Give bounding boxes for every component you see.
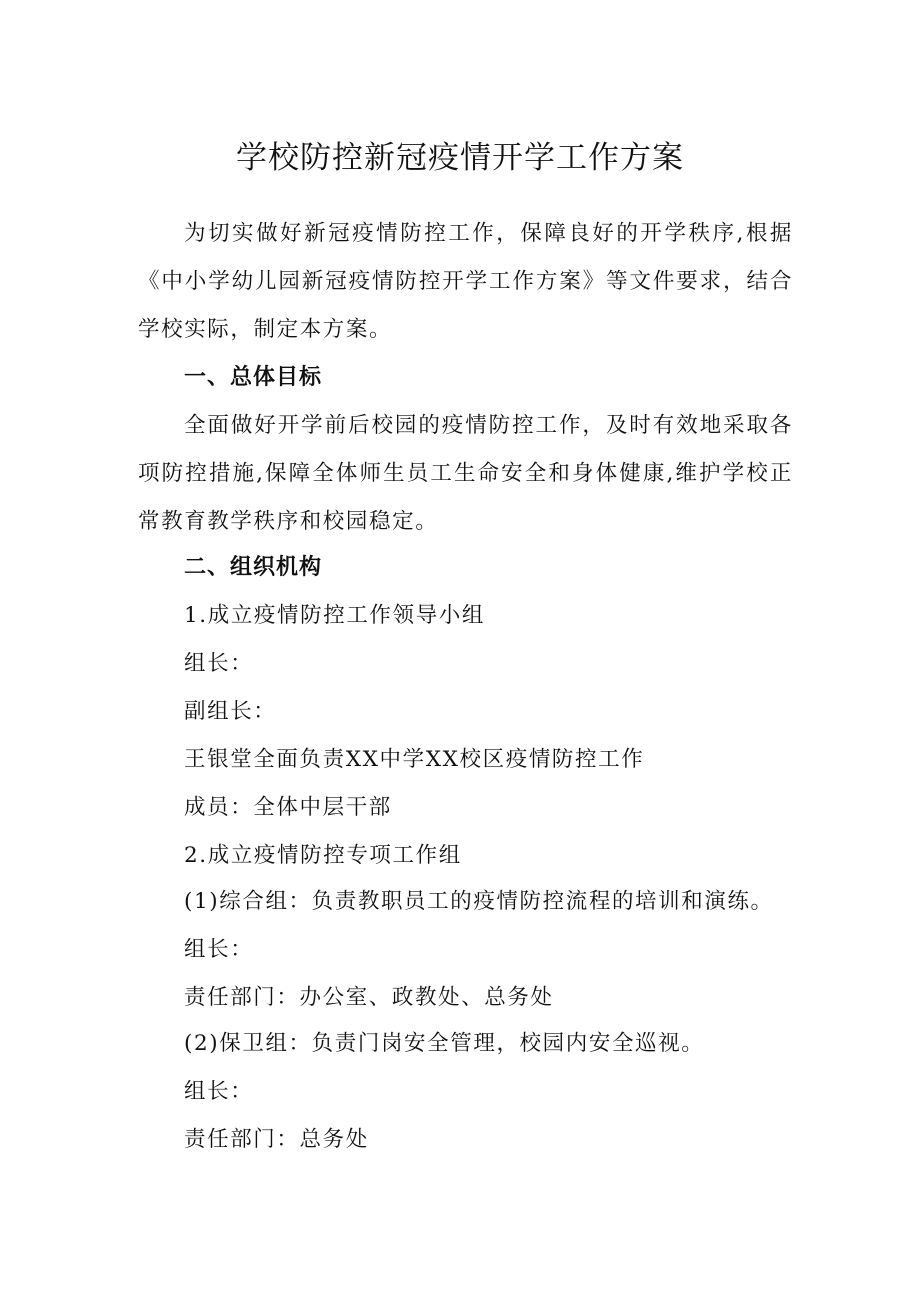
group2-description: (2)保卫组：负责门岗安全管理，校园内安全巡视。 [184, 1031, 705, 1056]
section-heading-organization: 二、组织机构 [184, 555, 323, 580]
deputy-detail-line: 王银堂全面负责XX中学XX校区疫情防控工作 [184, 747, 645, 772]
section-heading-goals: 一、总体目标 [184, 365, 323, 390]
document-title: 学校防控新冠疫情开学工作方案 [236, 140, 684, 176]
group1-leader-line: 组长： [184, 937, 254, 962]
item-leadership-group: 1.成立疫情防控工作领导小组 [184, 603, 485, 628]
intro-paragraph: 为切实做好新冠疫情防控工作，保障良好的开学秩序,根据《中小学幼儿园新冠疫情防控开学工作方案》等文件要求，结合学校实际，制定本方案。 [138, 221, 793, 342]
members-line: 成员：全体中层干部 [184, 795, 392, 820]
group2-department-line: 责任部门：总务处 [184, 1127, 369, 1152]
group2-leader-line: 组长： [184, 1079, 254, 1104]
item-special-groups: 2.成立疫情防控专项工作组 [184, 843, 462, 868]
group1-department-line: 责任部门：办公室、政教处、总务处 [184, 985, 554, 1010]
leader-line: 组长： [184, 651, 254, 676]
group1-description: (1)综合组：负责教职员工的疫情防控流程的培训和演练。 [184, 889, 774, 914]
deputy-leader-line: 副组长： [184, 699, 277, 724]
goals-paragraph: 全面做好开学前后校园的疫情防控工作，及时有效地采取各项防控措施,保障全体师生员工生命安全和身体健康,维护学校正常教育教学秩序和校园稳定。 [138, 413, 793, 534]
